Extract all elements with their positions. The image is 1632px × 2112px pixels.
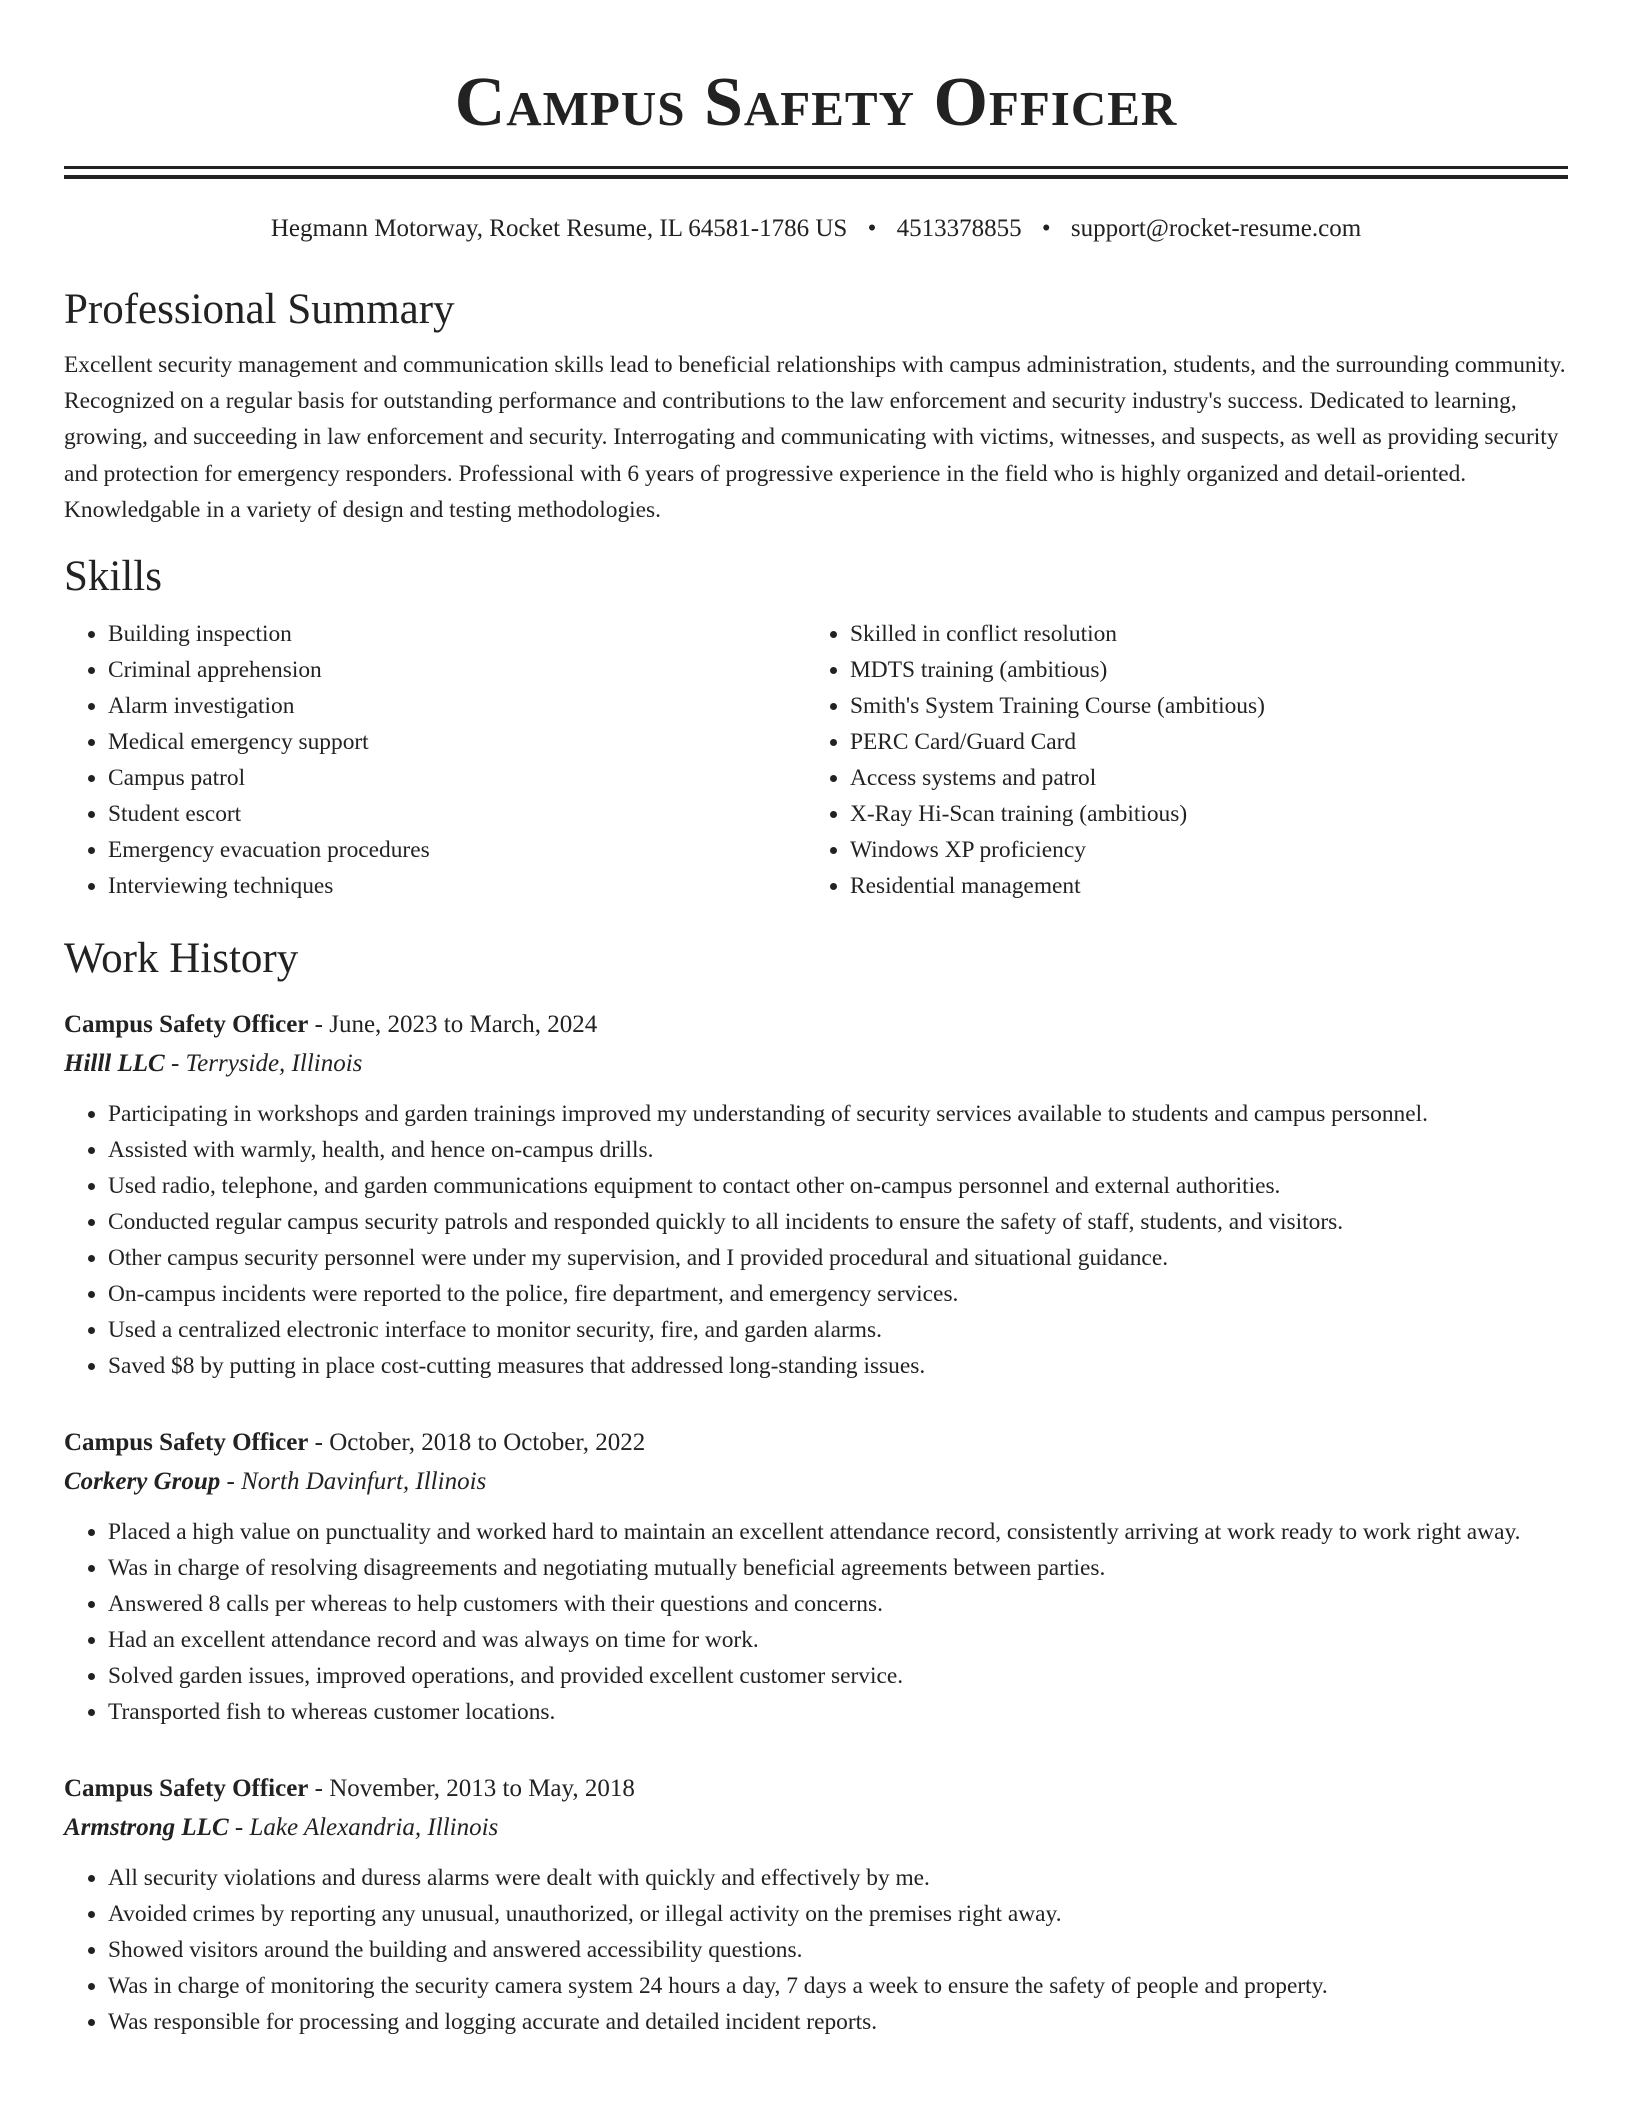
title-divider-bottom — [64, 175, 1568, 179]
resume-title: Campus Safety Officer — [454, 64, 1178, 141]
skill-item: • Interviewing techniques — [108, 868, 806, 904]
skill-item: • Access systems and patrol — [850, 760, 1566, 796]
job-duty-item: • Conducted regular campus security patrols and responded quickly to all incidents to ensure the safety of staff, students, and visitors. — [108, 1204, 1568, 1240]
skills-columns — [64, 616, 1568, 904]
job-duty-item: • All security violations and duress alarms were dealt with quickly and effectively by me. — [108, 1860, 1568, 1896]
job-dates: - June, 2023 to March, 2024 — [308, 1011, 598, 1039]
job-duty-item: • Avoided crimes by reporting any unusual, unauthorized, or illegal activity on the premises right away. — [108, 1896, 1568, 1932]
job-duty-item: • Showed visitors around the building and answered accessibility questions. — [108, 1932, 1568, 1968]
job-duty-item: • Was in charge of resolving disagreements and negotiating mutually beneficial agreements between parties. — [108, 1550, 1568, 1586]
job-header — [64, 1770, 1568, 1808]
job-location: - Terryside, Illinois — [164, 1050, 363, 1078]
job-duty-item: • Assisted with warmly, health, and hence on-campus drills. — [108, 1132, 1568, 1168]
contact-address: Hegmann Motorway, Rocket Resume, IL 64581-1786 US — [270, 215, 848, 242]
job-duties-list — [64, 1514, 1568, 1730]
job-duty-item: • Was responsible for processing and logging accurate and detailed incident reports. — [108, 2004, 1568, 2040]
skills-list-right — [806, 616, 1566, 904]
job-duties-list — [64, 1096, 1568, 1384]
skill-item: • Windows XP proficiency — [850, 832, 1566, 868]
contact-separator: • — [867, 215, 877, 242]
summary-heading: Professional Summary — [64, 286, 455, 333]
job-entry — [64, 1770, 1568, 2040]
job-duty-item: • Used a centralized electronic interface to monitor security, fire, and garden alarms. — [108, 1312, 1568, 1348]
job-duty-item: • Answered 8 calls per whereas to help customers with their questions and concerns. — [108, 1586, 1568, 1622]
job-duty-item: • Saved $8 by putting in place cost-cutting measures that addressed long-standing issues. — [108, 1348, 1568, 1384]
summary-section — [64, 283, 1568, 528]
job-company: Armstrong LLC — [64, 1814, 229, 1842]
contact-phone: 4513378855 — [896, 215, 1022, 242]
job-duty-item: • Was in charge of monitoring the security camera system 24 hours a day, 7 days a week to ensure the safety of people and property. — [108, 1968, 1568, 2004]
contact-line — [64, 213, 1568, 245]
skill-item: • MDTS training (ambitious) — [850, 652, 1566, 688]
skill-item: • Criminal apprehension — [108, 652, 806, 688]
skill-item: • Campus patrol — [108, 760, 806, 796]
job-company-line — [64, 1044, 1568, 1084]
skill-item: • PERC Card/Guard Card — [850, 724, 1566, 760]
job-title: Campus Safety Officer — [64, 1429, 309, 1457]
skill-item: • Building inspection — [108, 616, 806, 652]
skills-section — [64, 550, 1568, 904]
title-divider-top — [64, 166, 1568, 169]
skill-item: • X-Ray Hi-Scan training (ambitious) — [850, 796, 1566, 832]
skills-list-left — [64, 616, 806, 904]
job-duties-list — [64, 1860, 1568, 2040]
job-duty-item: • Solved garden issues, improved operations, and provided excellent customer service. — [108, 1658, 1568, 1694]
job-header — [64, 1006, 1568, 1044]
job-duty-item: • Used radio, telephone, and garden communications equipment to contact other on-campus personnel and external authorities. — [108, 1168, 1568, 1204]
contact-separator: • — [1041, 215, 1051, 242]
skill-item: • Skilled in conflict resolution — [850, 616, 1566, 652]
job-company: Corkery Group — [64, 1468, 221, 1496]
summary-text: Excellent security management and communication skills lead to beneficial relationships with campus administration, students, and the surrounding community. Recognized on a regular basis for outstanding performance and contributions to the law enforcement and security industry's success. Dedicated to learning, growing, and succeeding in law enforcement and security. Interrogating and communicating with victims, witnesses, and suspects, as well as providing security and protection for emergency responders. Professional with 6 years of progressive experience in the field who is highly organized and detail-oriented. Knowledgable in a variety of design and testing methodologies. — [64, 352, 1566, 523]
job-duty-item: • On-campus incidents were reported to the police, fire department, and emergency services. — [108, 1276, 1568, 1312]
job-dates: - November, 2013 to May, 2018 — [308, 1775, 635, 1803]
skill-item: • Smith's System Training Course (ambitious) — [850, 688, 1566, 724]
skill-item: • Student escort — [108, 796, 806, 832]
work-history-section — [64, 932, 1568, 2040]
skills-heading: Skills — [64, 553, 162, 601]
job-company-line — [64, 1462, 1568, 1502]
job-duty-item: • Had an excellent attendance record and was always on time for work. — [108, 1622, 1568, 1658]
job-duty-item: • Other campus security personnel were under my supervision, and I provided procedural and situational guidance. — [108, 1240, 1568, 1276]
job-duty-item: • Transported fish to whereas customer locations. — [108, 1694, 1568, 1730]
work-history-heading: Work History — [64, 935, 299, 983]
job-entry — [64, 1006, 1568, 1384]
job-location: - North Davinfurt, Illinois — [220, 1468, 487, 1496]
contact-email: support@rocket-resume.com — [1070, 215, 1362, 242]
skill-item: • Emergency evacuation procedures — [108, 832, 806, 868]
job-duty-item: • Participating in workshops and garden trainings improved my understanding of security services available to students and campus personnel. — [108, 1096, 1568, 1132]
job-company-line — [64, 1808, 1568, 1848]
skill-item: • Alarm investigation — [108, 688, 806, 724]
job-location: - Lake Alexandria, Illinois — [228, 1814, 499, 1842]
job-title: Campus Safety Officer — [64, 1775, 309, 1803]
job-company: Hilll LLC — [64, 1050, 165, 1078]
job-entry — [64, 1424, 1568, 1730]
skill-item: • Medical emergency support — [108, 724, 806, 760]
skill-item: • Residential management — [850, 868, 1566, 904]
job-header — [64, 1424, 1568, 1462]
job-duty-item: • Placed a high value on punctuality and worked hard to maintain an excellent attendance record, consistently arriving at work ready to work right away. — [108, 1514, 1568, 1550]
job-dates: - October, 2018 to October, 2022 — [308, 1429, 646, 1457]
job-title: Campus Safety Officer — [64, 1011, 309, 1039]
